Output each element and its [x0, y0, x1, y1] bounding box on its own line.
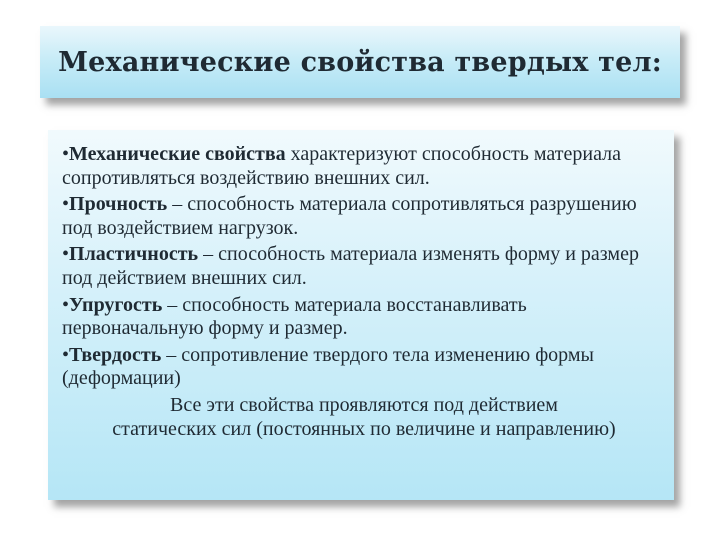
bullet: • — [62, 293, 70, 316]
content-panel — [48, 130, 674, 500]
definition-plasticity: – способность материала изменять форму и размер под действием внешних сил. — [62, 243, 639, 289]
bullet: • — [62, 243, 70, 266]
term-hardness: Твердость — [69, 343, 162, 366]
content-text — [62, 143, 666, 441]
term-plasticity: Пластичность — [69, 243, 199, 266]
definition-elasticity: – способность материала восстанавливать первоначальную форму и размер. — [62, 293, 527, 340]
bullet: • — [62, 143, 70, 165]
list-item-mechanical-properties — [62, 143, 666, 190]
term-strength: Прочность — [69, 193, 168, 216]
summary-note — [62, 394, 666, 441]
list-item-plasticity — [62, 243, 666, 290]
bullet: • — [62, 193, 70, 216]
list-item-hardness — [62, 344, 666, 391]
term-elasticity: Упругость — [69, 293, 163, 316]
definition-hardness: – сопротивление твердого тела изменению формы (деформации) — [62, 343, 594, 390]
definition-strength: – способность материала сопротивляться разрушению под воздействием нагрузок. — [62, 193, 637, 239]
bullet: • — [62, 343, 70, 366]
summary-note-line-2: статических сил (постоянных по величине и направлению) — [112, 417, 616, 440]
title-banner — [40, 26, 680, 98]
list-item-strength — [62, 193, 666, 240]
summary-note-line-1: Все эти свойства проявляются под действием — [170, 393, 558, 416]
term-mechanical-properties: Механические свойства — [69, 143, 286, 165]
definition-mechanical-properties: характеризуют способность материала сопротивляться воздействию внешних сил. — [62, 143, 621, 189]
slide-title: Механические свойства твердых тел: — [58, 46, 662, 78]
list-item-elasticity — [62, 294, 666, 341]
